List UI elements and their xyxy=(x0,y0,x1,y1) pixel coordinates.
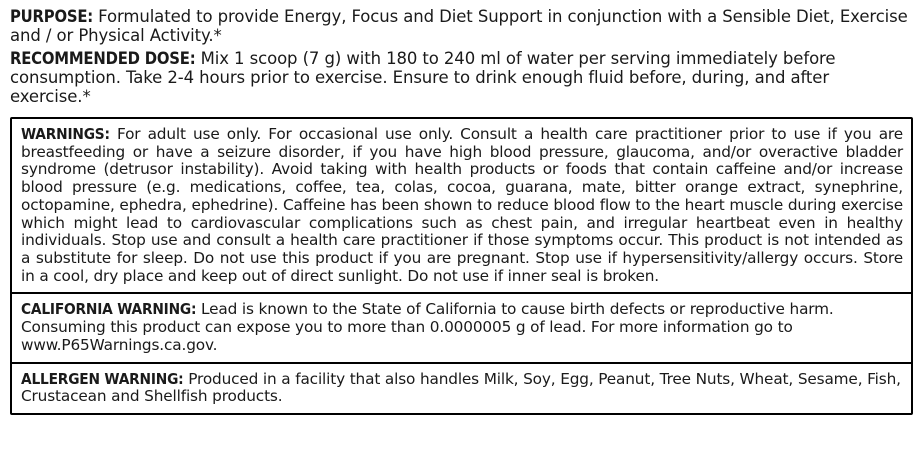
allergen-warning-text: Produced in a facility that also handles Milk, Soy, Egg, Peanut, Tree Nuts, Wheat, Sesame, Fish, Crustacean and Shellfish products. xyxy=(21,369,901,406)
california-warning-label: CALIFORNIA WARNING: xyxy=(21,300,197,319)
purpose-text: Formulated to provide Energy, Focus and Diet Support in conjunction with a Sensible Diet, Exercise and / or Physical Activity.* xyxy=(10,7,908,45)
purpose-paragraph xyxy=(10,8,913,46)
allergen-warning-section xyxy=(12,362,911,413)
recommended-dose-text: Mix 1 scoop (7 g) with 180 to 240 ml of water per serving immediately before consumption. Take 2-4 hours prior to exercise. Ensure to drink enough fluid before, during, and after exercise.* xyxy=(10,48,836,106)
warnings-text: For adult use only. For occasional use only. Consult a health care practitioner prior to use if you are breastfeeding or have a seizure disorder, if you have high blood pressure, glaucoma, and/or overactive bladder syndrome (detrusor instability). Avoid taking with health products or foods that contain caffeine and/or increase blood pressure (e.g. medications, coffee, tea, colas, cocoa, guarana, mate, bitter orange extract, synephrine, octopamine, ephedra, ephedrine). Caffeine has been shown to reduce blood flow to the heart muscle during exercise which might lead to cardiovascular complications such as chest pain, and irregular heartbeat even in healthy individuals. Stop use and consult a health care practitioner if those symptoms occur. This product is not intended as a substitute for sleep. Do not use this product if you are pregnant. Stop use if hypersensitivity/allergy occurs. Store in a cool, dry place and keep out of direct sunlight. Do not use if inner seal is broken. xyxy=(21,124,903,285)
warnings-section xyxy=(12,119,911,293)
recommended-dose-label: RECOMMENDED DOSE: xyxy=(10,48,196,68)
warnings-paragraph xyxy=(21,126,903,286)
california-warning-section xyxy=(12,292,911,361)
recommended-dose-paragraph xyxy=(10,50,913,107)
allergen-warning-label: ALLERGEN WARNING: xyxy=(21,369,184,388)
purpose-label: PURPOSE: xyxy=(10,7,94,26)
warnings-box xyxy=(10,117,913,415)
california-warning-text: Lead is known to the State of California to cause birth defects or reproductive harm. Consuming this product can expose you to more than 0.0000005 g of lead. For more information go to www.P65Warnings.ca.gov. xyxy=(21,300,834,354)
california-warning-paragraph xyxy=(21,301,903,354)
allergen-warning-paragraph xyxy=(21,371,903,406)
warnings-label: WARNINGS: xyxy=(21,124,110,143)
